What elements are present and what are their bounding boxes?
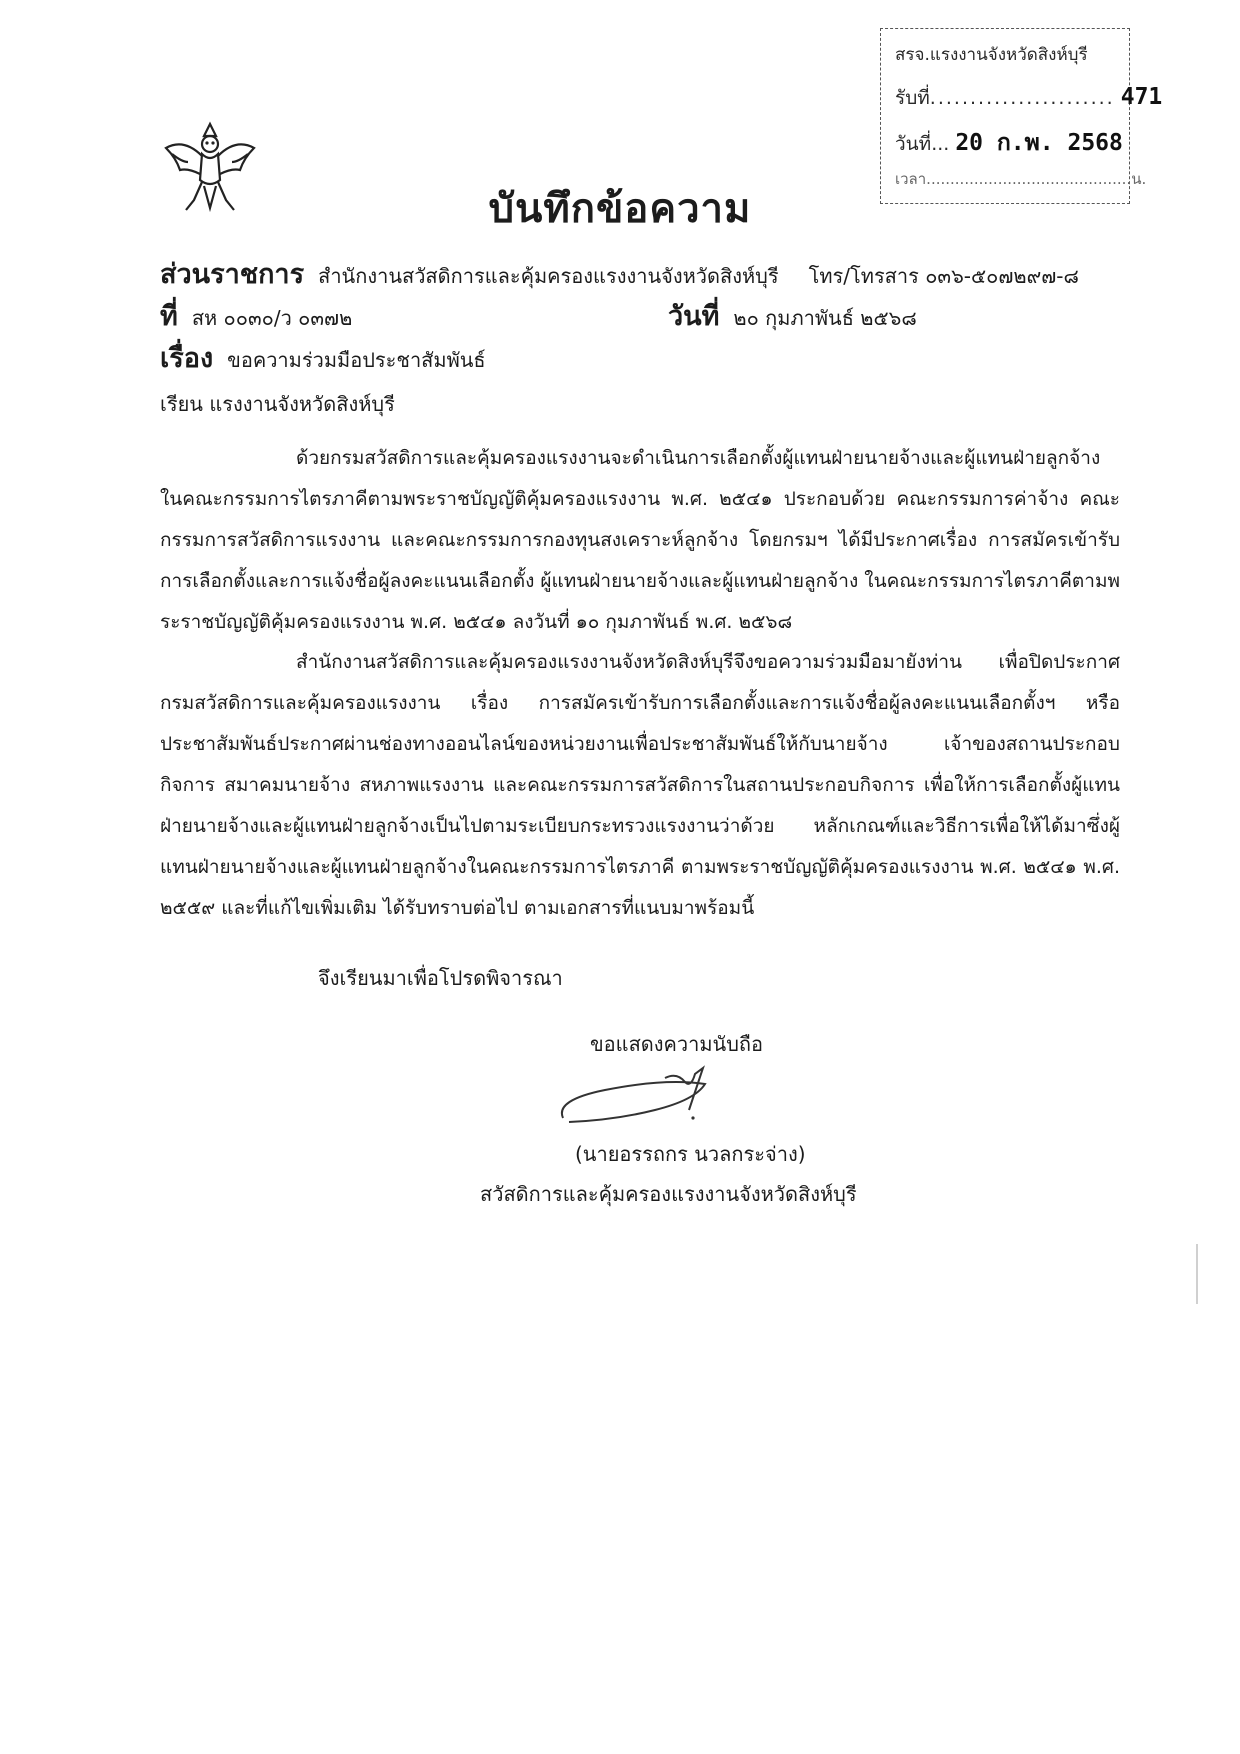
stamp-agency: สรจ.แรงงานจังหวัดสิงห์บุรี	[895, 45, 1088, 65]
page-title: บันทึกข้อความ	[488, 186, 752, 232]
scan-artifact	[1196, 1244, 1198, 1304]
body-paragraph-2: สำนักงานสวัสดิการและคุ้มครองแรงงานจังหวัดสิงห์บุรีจึงขอความร่วมมือมายังท่าน เพื่อปิดประกาศกรมสวัสดิการและคุ้มครองแรงงาน เรื่อง การสมัครเข้ารับการเลือกตั้งและการแจ้งชื่อผู้ลงคะแนนเลือกตั้งฯ หรือประชาสัมพันธ์ประกาศผ่านช่องทางออนไลน์ของหน่วยงานเพื่อประชาสัมพันธ์ให้กับนายจ้าง เจ้าของสถานประกอบกิจการ สมาคมนายจ้าง สหภาพแรงงาน และคณะกรรมการสวัสดิการในสถานประกอบกิจการ เพื่อให้การเลือกตั้งผู้แทนฝ่ายนายจ้างและผู้แทนฝ่ายลูกจ้างเป็นไปตามระเบียบกระทรวงแรงงานว่าด้วย หลักเกณฑ์และวิธีการเพื่อให้ได้มาซึ่งผู้แทนฝ่ายนายจ้างและผู้แทนฝ่ายลูกจ้างในคณะกรรมการไตรภาคี ตามพระราชบัญญัติคุ้มครองแรงงาน พ.ศ. ๒๕๔๑ พ.ศ. ๒๕๕๙ และที่แก้ไขเพิ่มเติม ได้รับทราบต่อไป ตามเอกสารที่แนบมาพร้อมนี้	[160, 651, 1120, 919]
subject-label: เรื่อง	[160, 343, 214, 374]
ref-label: ที่	[160, 301, 178, 332]
signer-position: สวัสดิการและคุ้มครองแรงงานจังหวัดสิงห์บุรี	[480, 1182, 857, 1206]
subject-value: ขอความร่วมมือประชาสัมพันธ์	[227, 348, 486, 372]
stamp-date-value: 20 ก.พ. 2568	[955, 130, 1123, 156]
date-row	[668, 294, 917, 337]
agency-value: สำนักงานสวัสดิการและคุ้มครองแรงงานจังหวัดสิงห์บุรี	[318, 264, 779, 288]
stamp-time-row: เวลา...........................................น.	[895, 170, 1147, 188]
stamp-date-row: วันที่... 20 ก.พ. 2568	[895, 130, 1123, 156]
stamp-time-label: เวลา	[895, 170, 927, 188]
regards-line: ขอแสดงความนับถือ	[590, 1032, 764, 1056]
body-paragraph-1: ด้วยกรมสวัสดิการและคุ้มครองแรงงานจะดำเนินการเลือกตั้งผู้แทนฝ่ายนายจ้างและผู้แทนฝ่ายลูกจ้าง ในคณะกรรมการไตรภาคีตามพระราชบัญญัติคุ้มครองแรงงาน พ.ศ. ๒๕๔๑ ประกอบด้วย คณะกรรมการค่าจ้าง คณะกรรมการสวัสดิการแรงงาน และคณะกรรมการกองทุนสงเคราะห์ลูกจ้าง โดยกรมฯ ได้มีประกาศเรื่อง การสมัครเข้ารับการเลือกตั้งและการแจ้งชื่อผู้ลงคะแนนเลือกตั้ง ผู้แทนฝ่ายนายจ้างและผู้แทนฝ่ายลูกจ้าง ในคณะกรรมการไตรภาคีตามพระราชบัญญัติคุ้มครองแรงงาน พ.ศ. ๒๕๔๑ ลงวันที่ ๑๐ กุมภาพันธ์ พ.ศ. ๒๕๖๘	[160, 447, 1120, 633]
date-label: วันที่	[668, 301, 720, 332]
agency-row	[160, 252, 1079, 295]
stamp-date-label: วันที่	[895, 133, 932, 155]
stamp-number-row: รับที่....................... 471	[895, 84, 1163, 110]
signer-name: (นายอรรถกร นวลกระจ่าง)	[575, 1142, 806, 1166]
stamp-number-value: 471	[1120, 84, 1163, 110]
date-value: ๒๐ กุมภาพันธ์ ๒๕๖๘	[733, 306, 917, 330]
ref-value: สห ๐๐๓๐/ว ๐๓๗๒	[191, 306, 353, 330]
agency-label: ส่วนราชการ	[160, 259, 305, 290]
ref-row	[160, 294, 352, 337]
signature-icon	[545, 1060, 745, 1132]
closing-line: จึงเรียนมาเพื่อโปรดพิจารณา	[318, 966, 563, 990]
agency-phone: โทร/โทรสาร ๐๓๖-๕๐๗๒๙๗-๘	[808, 264, 1079, 288]
salutation: เรียน แรงงานจังหวัดสิงห์บุรี	[160, 392, 395, 416]
subject-row	[160, 336, 486, 379]
stamp-number-label: รับที่	[895, 87, 930, 109]
